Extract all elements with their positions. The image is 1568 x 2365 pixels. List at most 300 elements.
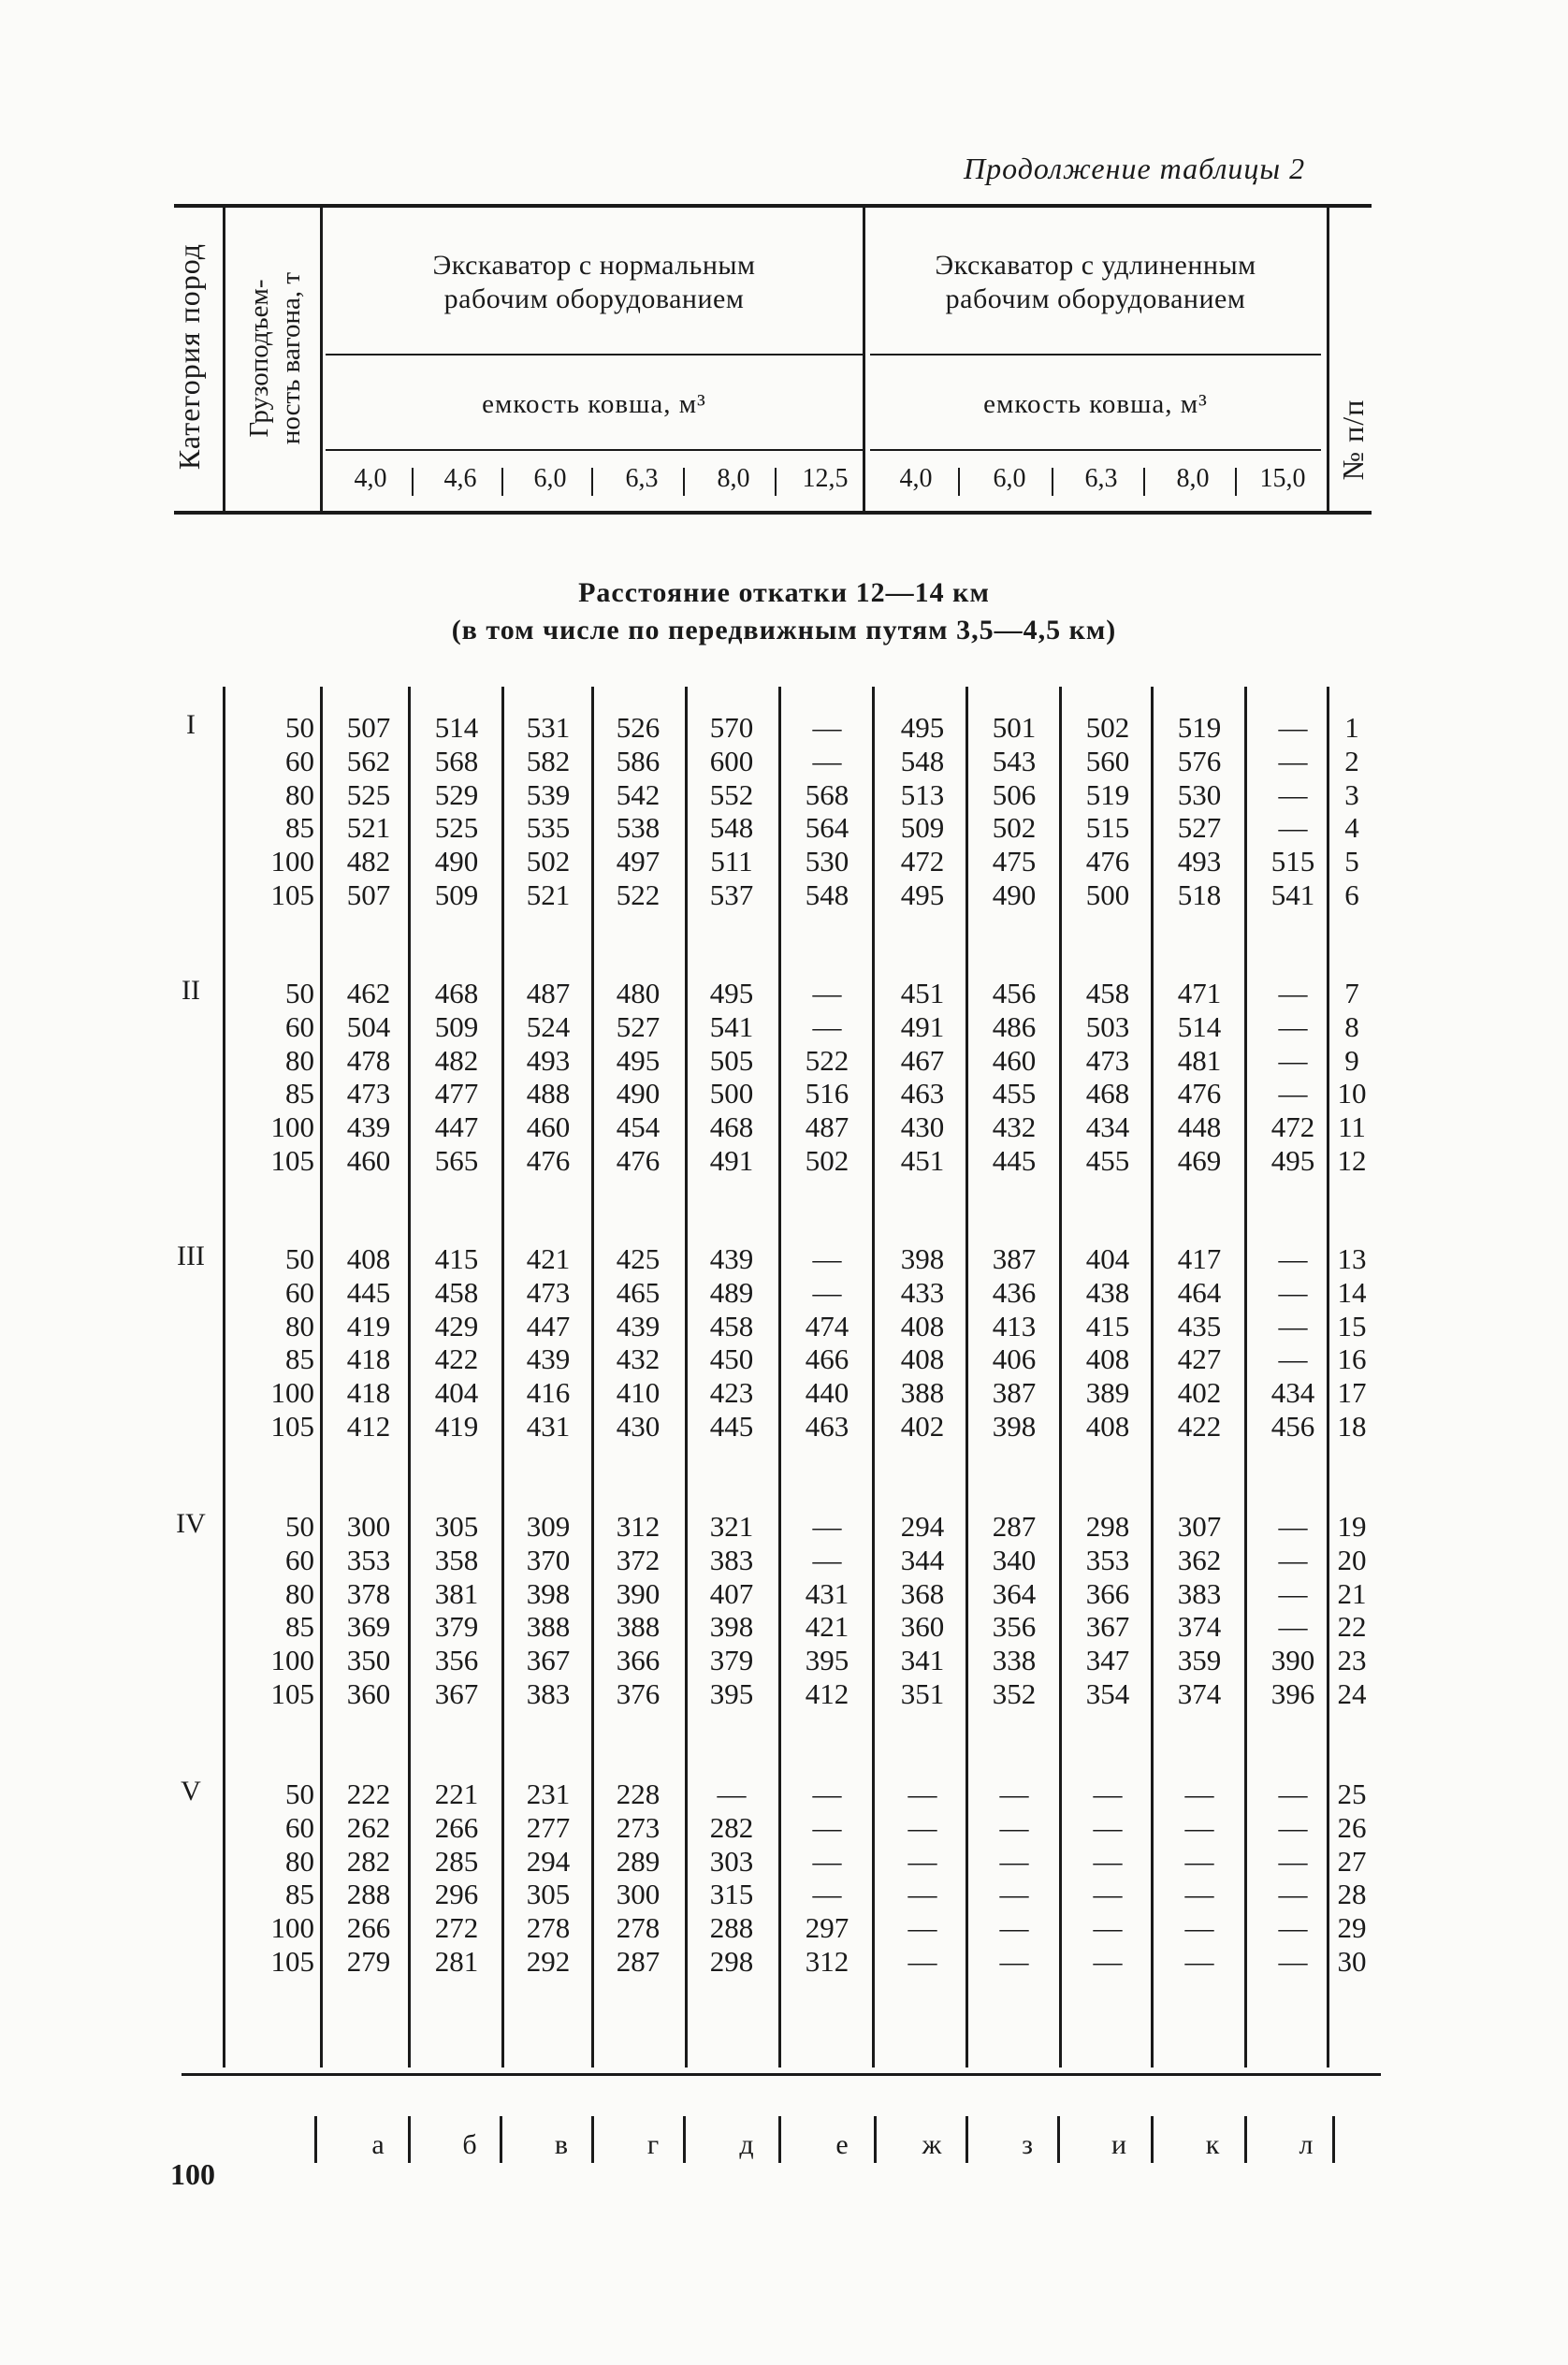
output-cell: 378	[346, 1576, 391, 1610]
header-capacity-line2: ность вагона, т	[276, 271, 306, 445]
output-cell: 404	[434, 1376, 479, 1410]
body-column-line	[223, 687, 225, 2068]
output-cell: 398	[526, 1576, 571, 1610]
output-cell: —	[717, 1777, 747, 1810]
output-cell: 288	[709, 1911, 754, 1945]
output-cell: 404	[1085, 1242, 1130, 1275]
output-cell: 432	[616, 1342, 661, 1376]
output-cell: 362	[1177, 1543, 1222, 1576]
output-cell: 388	[616, 1610, 661, 1644]
column-letter-separator	[1151, 2116, 1154, 2163]
output-cell: 493	[526, 1043, 571, 1077]
output-cell: 502	[1085, 711, 1130, 744]
output-cell: 406	[992, 1342, 1037, 1376]
row-number: 16	[1337, 1342, 1367, 1376]
output-cell: 582	[526, 744, 571, 777]
column-letter: з	[1022, 2129, 1033, 2160]
output-cell: 456	[992, 977, 1037, 1009]
output-cell: 305	[434, 1510, 479, 1543]
output-cell: 435	[1177, 1309, 1222, 1342]
output-cell: 586	[616, 744, 661, 777]
output-cell: 266	[346, 1911, 391, 1945]
output-cell: 315	[709, 1878, 754, 1911]
capacity-extended-5: 15,0	[1259, 464, 1306, 493]
wagon-capacity-cell: 50	[285, 977, 314, 1009]
output-cell: 478	[346, 1043, 391, 1077]
wagon-capacity-cell: 50	[285, 1777, 314, 1810]
output-cell: 505	[709, 1043, 754, 1077]
row-number: 26	[1337, 1810, 1367, 1844]
output-cell: 431	[805, 1576, 849, 1610]
capacity-separator	[1235, 468, 1237, 496]
section-title-line2: (в том числе по передвижным путям 3,5—4,5 км)	[451, 615, 1117, 646]
output-cell: 390	[1270, 1644, 1315, 1677]
output-cell: —	[1278, 711, 1308, 744]
output-cell: —	[907, 1777, 937, 1810]
output-cell: 467	[900, 1043, 945, 1077]
output-cell: —	[1278, 1911, 1308, 1945]
output-cell: 402	[1177, 1376, 1222, 1410]
output-cell: 360	[900, 1610, 945, 1644]
wagon-capacity-cell: 60	[285, 1543, 314, 1576]
output-cell: 490	[434, 845, 479, 878]
column-letter: д	[739, 2129, 754, 2160]
output-cell: —	[812, 744, 842, 777]
output-cell: 228	[616, 1777, 661, 1810]
header-extended-equipment	[868, 249, 1323, 316]
output-cell: 530	[1177, 777, 1222, 811]
row-number: 30	[1337, 1945, 1367, 1978]
output-cell: 412	[805, 1677, 849, 1710]
output-cell: 516	[805, 1077, 849, 1110]
output-cell: 458	[1085, 977, 1130, 1009]
output-cell: 356	[434, 1644, 479, 1677]
column-letter: ж	[922, 2129, 942, 2160]
row-number: 27	[1337, 1844, 1367, 1878]
output-cell: 454	[616, 1110, 661, 1144]
output-cell: 294	[526, 1844, 571, 1878]
output-cell: 312	[805, 1945, 849, 1978]
output-cell: —	[1184, 1911, 1214, 1945]
output-cell: 450	[709, 1342, 754, 1376]
capacity-separator	[1052, 468, 1053, 496]
output-cell: 519	[1085, 777, 1130, 811]
wagon-capacity-cell: 85	[285, 1077, 314, 1110]
output-cell: 415	[1085, 1309, 1130, 1342]
output-cell: 521	[526, 878, 571, 911]
row-number: 28	[1337, 1878, 1367, 1911]
output-cell: 445	[709, 1410, 754, 1443]
output-cell: 502	[805, 1144, 849, 1177]
column-letter-separator	[591, 2116, 594, 2163]
output-cell: 495	[900, 878, 945, 911]
output-cell: 419	[434, 1410, 479, 1443]
output-cell: 309	[526, 1510, 571, 1543]
output-cell: 524	[526, 1009, 571, 1043]
column-letter-separator	[965, 2116, 968, 2163]
output-cell: 564	[805, 811, 849, 845]
column-letter: е	[835, 2129, 849, 2160]
output-cell: 531	[526, 711, 571, 744]
output-cell: 388	[900, 1376, 945, 1410]
capacity-normal-4: 6,3	[625, 464, 659, 493]
output-cell: —	[812, 1844, 842, 1878]
output-cell: 407	[709, 1576, 754, 1610]
header-number-label: № п/п	[1336, 399, 1370, 481]
output-cell: 472	[900, 845, 945, 878]
header-normal-line1: Экскаватор с нормальным	[432, 250, 756, 281]
output-cell: 421	[526, 1242, 571, 1275]
column-letter: в	[554, 2129, 569, 2160]
output-cell: 495	[900, 711, 945, 744]
capacity-normal-6: 12,5	[802, 464, 849, 493]
header-capacity-label	[243, 227, 309, 489]
table-bottom-rule	[181, 2073, 1381, 2076]
output-cell: 367	[434, 1677, 479, 1710]
output-cell: 486	[992, 1009, 1037, 1043]
output-cell: 481	[1177, 1043, 1222, 1077]
output-cell: 507	[346, 878, 391, 911]
output-cell: 344	[900, 1543, 945, 1576]
output-cell: 440	[805, 1376, 849, 1410]
category-label: IV	[176, 1508, 206, 1539]
output-cell: —	[1278, 1043, 1308, 1077]
output-cell: 423	[709, 1376, 754, 1410]
output-cell: 469	[1177, 1144, 1222, 1177]
output-cell: 455	[1085, 1144, 1130, 1177]
output-cell: 504	[346, 1009, 391, 1043]
output-cell: 421	[805, 1610, 849, 1644]
output-cell: 451	[900, 977, 945, 1009]
output-cell: 515	[1270, 845, 1315, 878]
output-cell: 471	[1177, 977, 1222, 1009]
output-cell: 518	[1177, 878, 1222, 911]
output-cell: 360	[346, 1677, 391, 1710]
output-cell: 488	[526, 1077, 571, 1110]
continuation-label: Продолжение таблицы 2	[964, 152, 1306, 185]
output-cell: 463	[805, 1410, 849, 1443]
output-cell: —	[907, 1810, 937, 1844]
output-cell: —	[907, 1844, 937, 1878]
output-cell: 468	[709, 1110, 754, 1144]
output-cell: 353	[1085, 1543, 1130, 1576]
output-cell: —	[999, 1878, 1029, 1911]
output-cell: 422	[434, 1342, 479, 1376]
output-cell: 350	[346, 1644, 391, 1677]
output-cell: 468	[434, 977, 479, 1009]
header-bottom-rule	[174, 511, 1372, 515]
output-cell: 464	[1177, 1275, 1222, 1309]
output-cell: 383	[1177, 1576, 1222, 1610]
output-cell: 432	[992, 1110, 1037, 1144]
category-label: II	[181, 975, 200, 1006]
column-letter-separator	[408, 2116, 411, 2163]
output-cell: 231	[526, 1777, 571, 1810]
wagon-capacity-cell: 100	[270, 845, 314, 878]
output-cell: 408	[1085, 1410, 1130, 1443]
output-cell: 476	[616, 1144, 661, 1177]
output-cell: 535	[526, 811, 571, 845]
wagon-capacity-cell: 60	[285, 1810, 314, 1844]
output-cell: 352	[992, 1677, 1037, 1710]
output-cell: 447	[526, 1309, 571, 1342]
output-cell: 279	[346, 1945, 391, 1978]
column-letter-separator	[1244, 2116, 1247, 2163]
output-cell: 410	[616, 1376, 661, 1410]
column-letter: б	[462, 2129, 477, 2160]
wagon-capacity-cell: 105	[270, 1945, 314, 1978]
output-cell: —	[1184, 1878, 1214, 1911]
output-cell: —	[1184, 1945, 1214, 1978]
row-number: 19	[1337, 1510, 1367, 1543]
output-cell: 398	[900, 1242, 945, 1275]
output-cell: 354	[1085, 1677, 1130, 1710]
wagon-capacity-cell: 100	[270, 1911, 314, 1945]
output-cell: —	[812, 1878, 842, 1911]
output-cell: 500	[1085, 878, 1130, 911]
output-cell: 364	[992, 1576, 1037, 1610]
output-cell: 358	[434, 1543, 479, 1576]
output-cell: —	[1184, 1777, 1214, 1810]
output-cell: —	[1278, 777, 1308, 811]
output-cell: 473	[346, 1077, 391, 1110]
output-cell: 434	[1085, 1110, 1130, 1144]
wagon-capacity-cell: 50	[285, 1242, 314, 1275]
body-column-line	[872, 687, 875, 2068]
output-cell: 289	[616, 1844, 661, 1878]
output-cell: 418	[346, 1376, 391, 1410]
column-letter: а	[371, 2129, 385, 2160]
output-cell: 490	[616, 1077, 661, 1110]
output-cell: 460	[346, 1144, 391, 1177]
output-cell: 460	[526, 1110, 571, 1144]
output-cell: —	[812, 1242, 842, 1275]
output-cell: —	[999, 1777, 1029, 1810]
output-cell: 408	[1085, 1342, 1130, 1376]
output-cell: 482	[346, 845, 391, 878]
category-label: III	[177, 1241, 205, 1271]
output-cell: 277	[526, 1810, 571, 1844]
output-cell: —	[999, 1911, 1029, 1945]
capacity-separator	[958, 468, 960, 496]
output-cell: —	[999, 1844, 1029, 1878]
capacity-normal-1: 4,0	[354, 464, 387, 493]
output-cell: 530	[805, 845, 849, 878]
output-cell: 476	[1085, 845, 1130, 878]
row-number: 1	[1344, 711, 1359, 744]
wagon-capacity-cell: 80	[285, 1576, 314, 1610]
capacity-separator	[683, 468, 685, 496]
output-cell: 412	[346, 1410, 391, 1443]
output-cell: 430	[616, 1410, 661, 1443]
output-cell: 565	[434, 1144, 479, 1177]
output-cell: 415	[434, 1242, 479, 1275]
output-cell: 367	[1085, 1610, 1130, 1644]
output-cell: 347	[1085, 1644, 1130, 1677]
output-cell: —	[1093, 1844, 1123, 1878]
output-cell: 278	[616, 1911, 661, 1945]
row-number: 5	[1344, 845, 1359, 878]
output-cell: 430	[900, 1110, 945, 1144]
wagon-capacity-cell: 105	[270, 1144, 314, 1177]
output-cell: —	[907, 1878, 937, 1911]
output-cell: 266	[434, 1810, 479, 1844]
output-cell: 458	[434, 1275, 479, 1309]
wagon-capacity-cell: 100	[270, 1110, 314, 1144]
row-number: 9	[1344, 1043, 1359, 1077]
output-cell: 491	[900, 1009, 945, 1043]
output-cell: 273	[616, 1810, 661, 1844]
output-cell: 509	[434, 878, 479, 911]
wagon-capacity-cell: 85	[285, 1342, 314, 1376]
output-cell: —	[812, 1777, 842, 1810]
column-letter: к	[1205, 2129, 1220, 2160]
output-cell: 482	[434, 1043, 479, 1077]
output-cell: 395	[805, 1644, 849, 1677]
output-cell: —	[812, 1543, 842, 1576]
capacity-extended-4: 8,0	[1176, 464, 1210, 493]
output-cell: 303	[709, 1844, 754, 1878]
output-cell: 429	[434, 1309, 479, 1342]
output-cell: 287	[992, 1510, 1037, 1543]
output-cell: —	[1278, 1878, 1308, 1911]
output-cell: 376	[616, 1677, 661, 1710]
output-cell: —	[1278, 1543, 1308, 1576]
output-cell: —	[1278, 1309, 1308, 1342]
output-cell: —	[1278, 1275, 1308, 1309]
output-cell: 338	[992, 1644, 1037, 1677]
output-cell: 474	[805, 1309, 849, 1342]
capacity-separator	[591, 468, 593, 496]
output-cell: 526	[616, 711, 661, 744]
row-number: 13	[1337, 1242, 1367, 1275]
output-cell: 434	[1270, 1376, 1315, 1410]
output-cell: 221	[434, 1777, 479, 1810]
output-cell: 529	[434, 777, 479, 811]
output-cell: 272	[434, 1911, 479, 1945]
capacity-extended-3: 6,3	[1084, 464, 1118, 493]
output-cell: 408	[900, 1309, 945, 1342]
output-cell: 298	[1085, 1510, 1130, 1543]
header-capacity-line1: Грузоподъем-	[244, 279, 274, 438]
capacity-normal-3: 6,0	[533, 464, 567, 493]
output-cell: 455	[992, 1077, 1037, 1110]
body-column-line	[1059, 687, 1062, 2068]
output-cell: 465	[616, 1275, 661, 1309]
row-number: 20	[1337, 1543, 1367, 1576]
column-letter-separator	[500, 2116, 502, 2163]
output-cell: —	[1093, 1945, 1123, 1978]
row-number: 6	[1344, 878, 1359, 911]
output-cell: —	[1278, 744, 1308, 777]
row-number: 8	[1344, 1009, 1359, 1043]
capacity-separator	[412, 468, 414, 496]
output-cell: 340	[992, 1543, 1037, 1576]
wagon-capacity-cell: 105	[270, 1410, 314, 1443]
output-cell: 395	[709, 1677, 754, 1710]
output-cell: 419	[346, 1309, 391, 1342]
output-cell: 541	[1270, 878, 1315, 911]
output-cell: 374	[1177, 1610, 1222, 1644]
output-cell: 456	[1270, 1410, 1315, 1443]
row-number: 7	[1344, 977, 1359, 1009]
output-cell: 568	[434, 744, 479, 777]
header-normal-equipment	[326, 249, 863, 316]
output-cell: 500	[709, 1077, 754, 1110]
row-number: 4	[1344, 811, 1359, 845]
output-cell: —	[1184, 1810, 1214, 1844]
header-divider-2	[320, 208, 323, 511]
row-number: 10	[1337, 1077, 1367, 1110]
column-letter: и	[1111, 2129, 1127, 2160]
output-cell: 422	[1177, 1410, 1222, 1443]
output-cell: 438	[1085, 1275, 1130, 1309]
output-cell: 402	[900, 1410, 945, 1443]
row-number: 25	[1337, 1777, 1367, 1810]
output-cell: 570	[709, 711, 754, 744]
output-cell: 525	[346, 777, 391, 811]
output-cell: 379	[709, 1644, 754, 1677]
wagon-capacity-cell: 80	[285, 1844, 314, 1878]
output-cell: 418	[346, 1342, 391, 1376]
output-cell: 305	[526, 1878, 571, 1911]
output-cell: 480	[616, 977, 661, 1009]
output-cell: 288	[346, 1878, 391, 1911]
output-cell: —	[812, 1810, 842, 1844]
output-cell: 287	[616, 1945, 661, 1978]
output-cell: 462	[346, 977, 391, 1009]
wagon-capacity-cell: 105	[270, 1677, 314, 1710]
output-cell: 543	[992, 744, 1037, 777]
row-number: 18	[1337, 1410, 1367, 1443]
output-cell: —	[1278, 1009, 1308, 1043]
output-cell: 548	[900, 744, 945, 777]
output-cell: 369	[346, 1610, 391, 1644]
header-divider-4	[1327, 208, 1329, 511]
output-cell: 503	[1085, 1009, 1130, 1043]
output-cell: —	[1093, 1810, 1123, 1844]
header-extended-line1: Экскаватор с удлиненным	[935, 250, 1256, 281]
output-cell: 472	[1270, 1110, 1315, 1144]
output-cell: 341	[900, 1644, 945, 1677]
output-cell: 439	[709, 1242, 754, 1275]
output-cell: 491	[709, 1144, 754, 1177]
output-cell: 427	[1177, 1342, 1222, 1376]
output-cell: 487	[526, 977, 571, 1009]
output-cell: 296	[434, 1878, 479, 1911]
output-cell: 222	[346, 1777, 391, 1810]
output-cell: —	[1278, 1844, 1308, 1878]
output-cell: 538	[616, 811, 661, 845]
output-cell: 463	[900, 1077, 945, 1110]
output-cell: 497	[616, 845, 661, 878]
output-cell: 379	[434, 1610, 479, 1644]
column-letter: г	[646, 2129, 660, 2160]
header-top-rule	[174, 204, 1372, 208]
output-cell: 509	[900, 811, 945, 845]
output-cell: 300	[346, 1510, 391, 1543]
row-number: 24	[1337, 1677, 1367, 1710]
header-divider-1	[223, 208, 225, 511]
capacity-extended-1: 4,0	[899, 464, 933, 493]
category-label: I	[186, 709, 196, 740]
output-cell: 387	[992, 1376, 1037, 1410]
header-sub-rule-normal-1	[326, 354, 863, 355]
output-cell: —	[1278, 1610, 1308, 1644]
output-cell: 511	[710, 845, 753, 878]
output-cell: 282	[709, 1810, 754, 1844]
row-number: 14	[1337, 1275, 1367, 1309]
